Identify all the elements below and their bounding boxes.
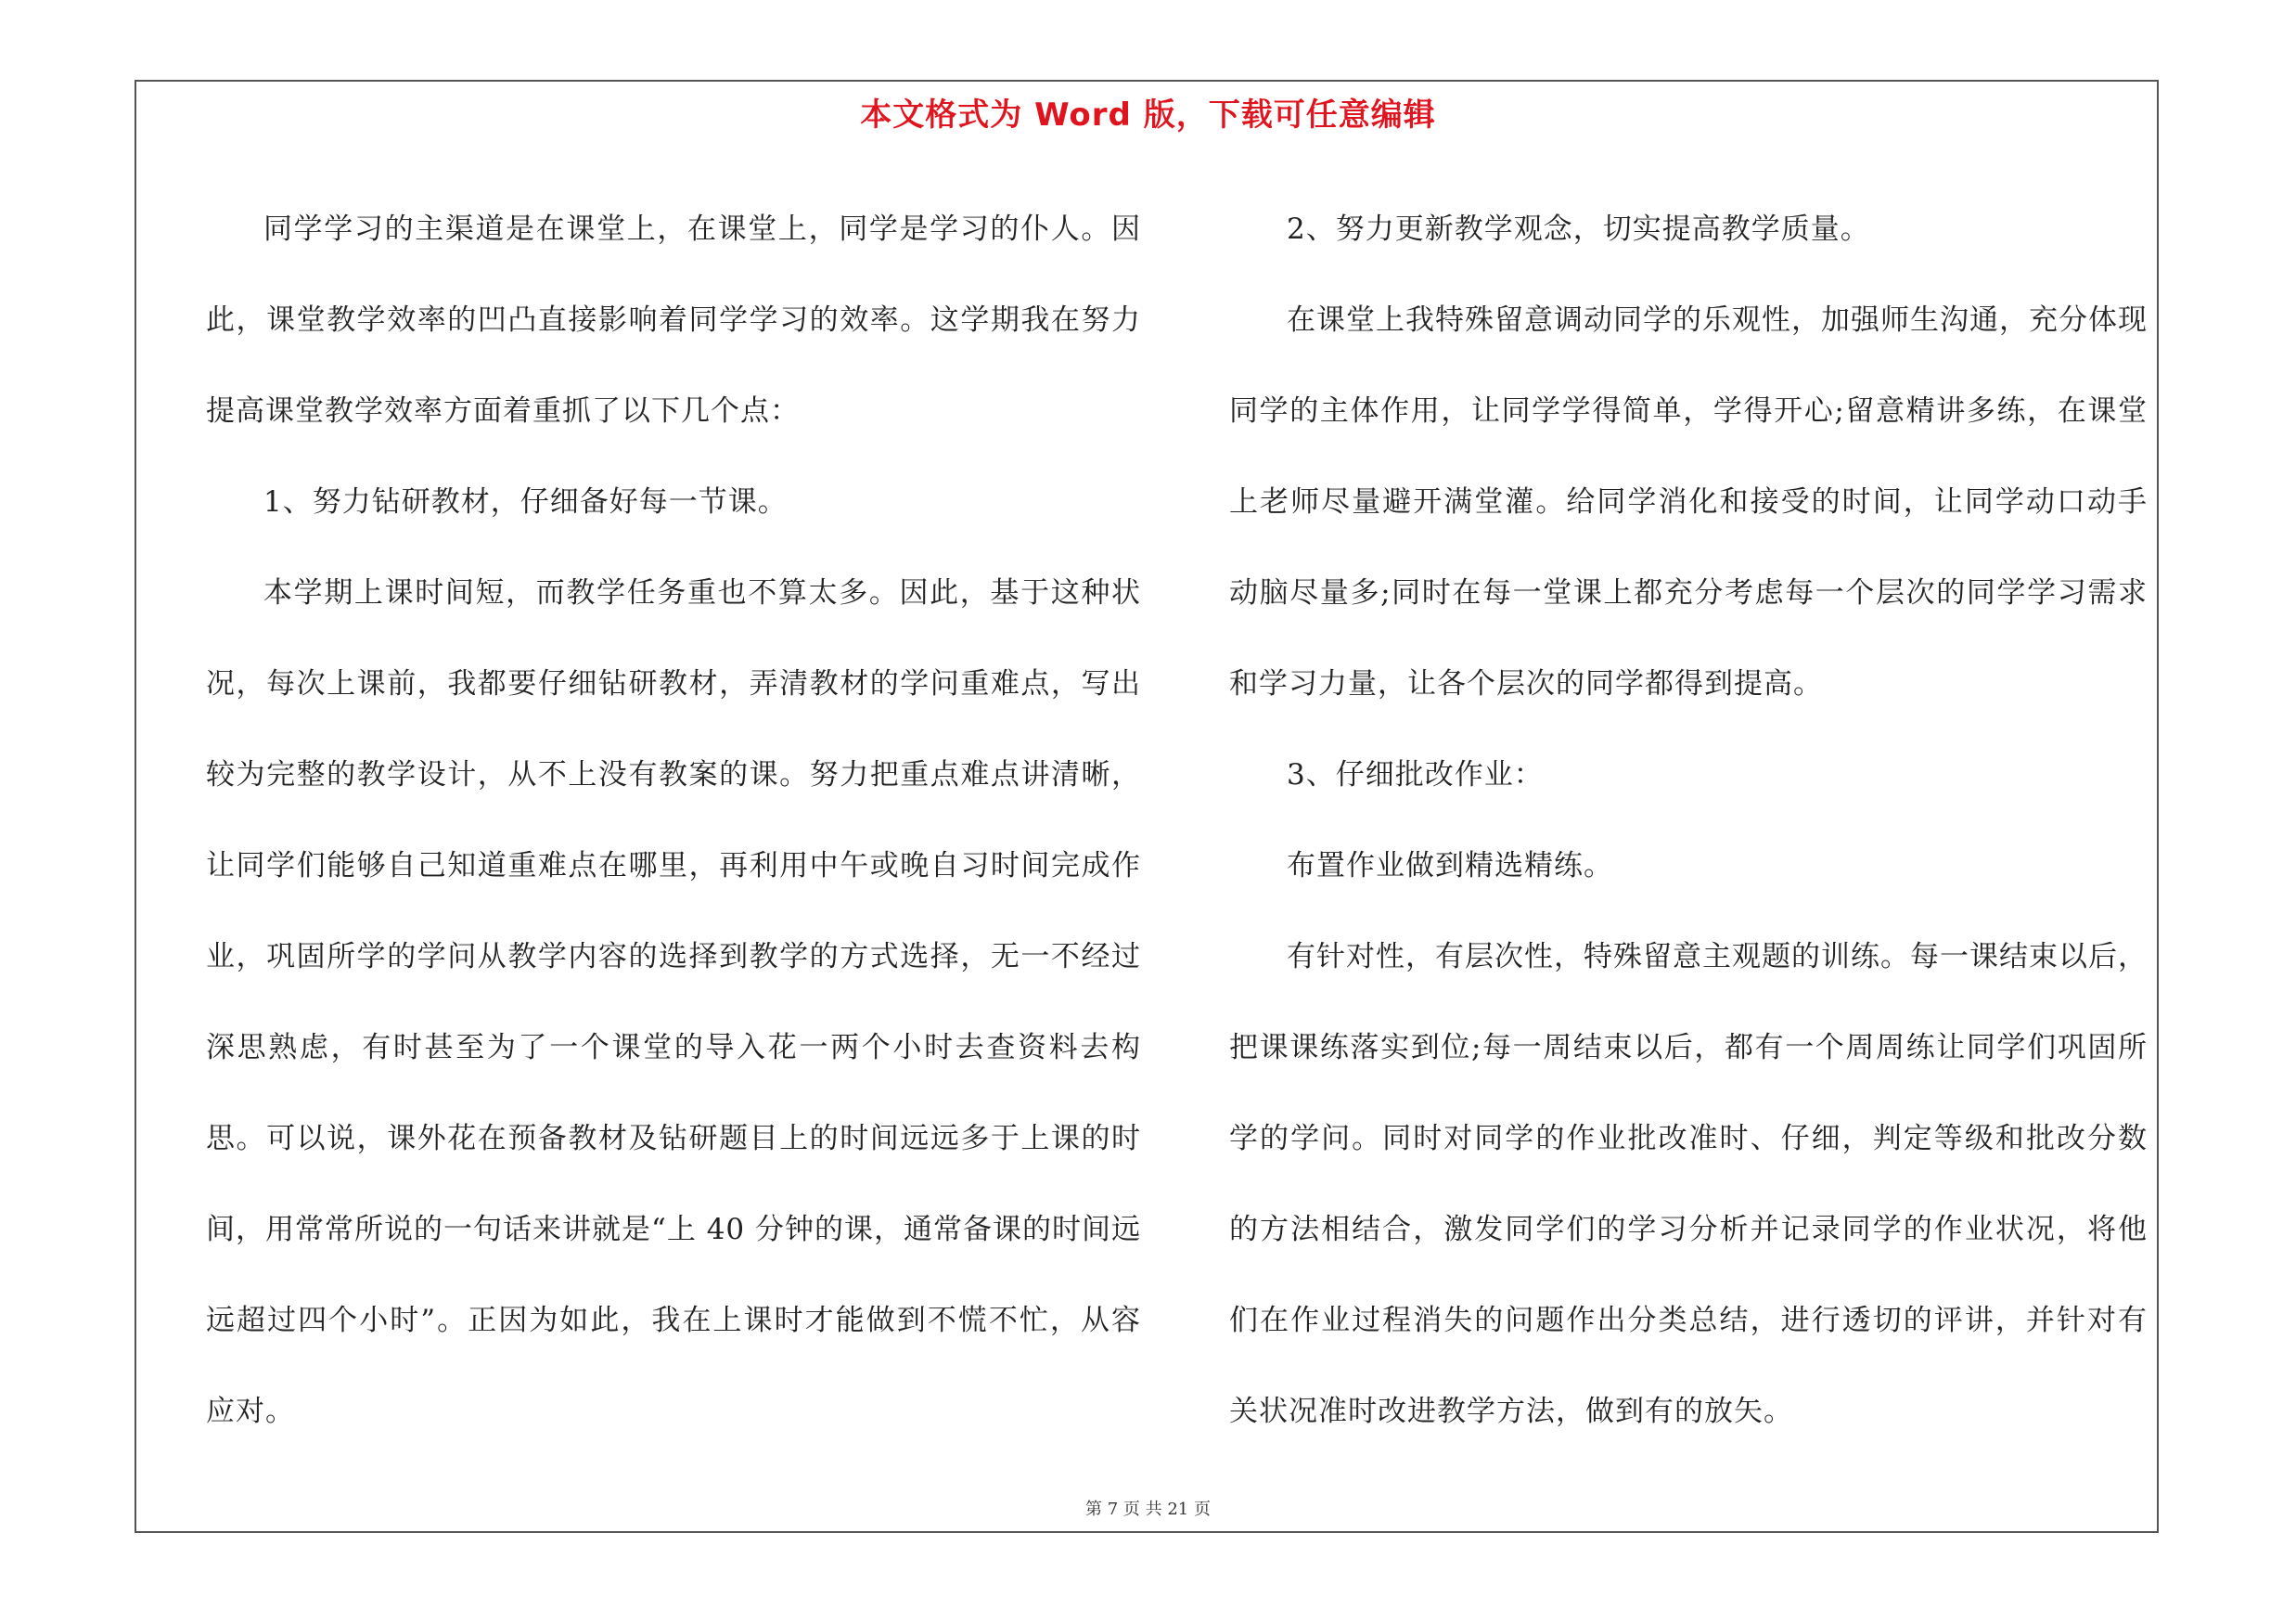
left-column xyxy=(206,184,1141,1457)
paragraph: 本学期上课时间短，而教学任务重也不算太多。因此，基于这种状况，每次上课前，我都要仔细钻研教材，弄清教材的学问重难点，写出较为完整的教学设计，从不上没有教案的课。努力把重点难点讲清晰，让同学们能够自己知道重难点在哪里，再利用中午或晚自习时间完成作业，巩固所学的学问从教学内容的选择到教学的方式选择，无一不经过深思熟虑，有时甚至为了一个课堂的导入花一两个小时去查资料去构思。可以说，课外花在预备教材及钻研题目上的时间远远多于上课的时间，用常常所说的一句话来讲就是“上 40 分钟的课，通常备课的时间远远超过四个小时”。正因为如此，我在上课时才能做到不慌不忙，从容应对。 xyxy=(206,576,1141,1428)
paragraph: 布置作业做到精选精练。 xyxy=(1287,849,1613,882)
paragraph: 在课堂上我特殊留意调动同学的乐观性，加强师生沟通，充分体现同学的主体作用，让同学学得简单，学得开心;留意精讲多练，在课堂上老师尽量避开满堂灌。给同学消化和接受的时间，让同学动口动手动脑尽量多;同时在每一堂课上都充分考虑每一个层次的同学学习需求和学习力量，让各个层次的同学都得到提高。 xyxy=(1229,303,2148,701)
paragraph: 有针对性，有层次性，特殊留意主观题的训练。每一课结束以后，把课课练落实到位;每一周结束以后，都有一个周周练让同学们巩固所学的学问。同时对同学的作业批改准时、仔细，判定等级和批改分数的方法相结合，激发同学们的学习分析并记录同学的作业状况，将他们在作业过程消失的问题作出分类总结，进行透切的评讲，并针对有关状况准时改进教学方法，做到有的放矢。 xyxy=(1229,940,2148,1428)
section-heading: 3、仔细批改作业： xyxy=(1287,758,1544,792)
section-heading: 1、努力钻研教材，仔细备好每一节课。 xyxy=(263,485,788,519)
page-number: 第 7 页 共 21 页 xyxy=(1085,1500,1211,1519)
paragraph: 同学学习的主渠道是在课堂上，在课堂上，同学是学习的仆人。因此，课堂教学效率的凹凸直接影响着同学学习的效率。这学期我在努力提高课堂教学效率方面着重抓了以下几个点： xyxy=(206,213,1141,428)
word-format-banner: 本文格式为 Word 版，下载可任意编辑 xyxy=(860,97,1436,134)
section-heading: 2、努力更新教学观念，切实提高教学质量。 xyxy=(1287,213,1870,246)
right-column xyxy=(1229,184,2148,1457)
